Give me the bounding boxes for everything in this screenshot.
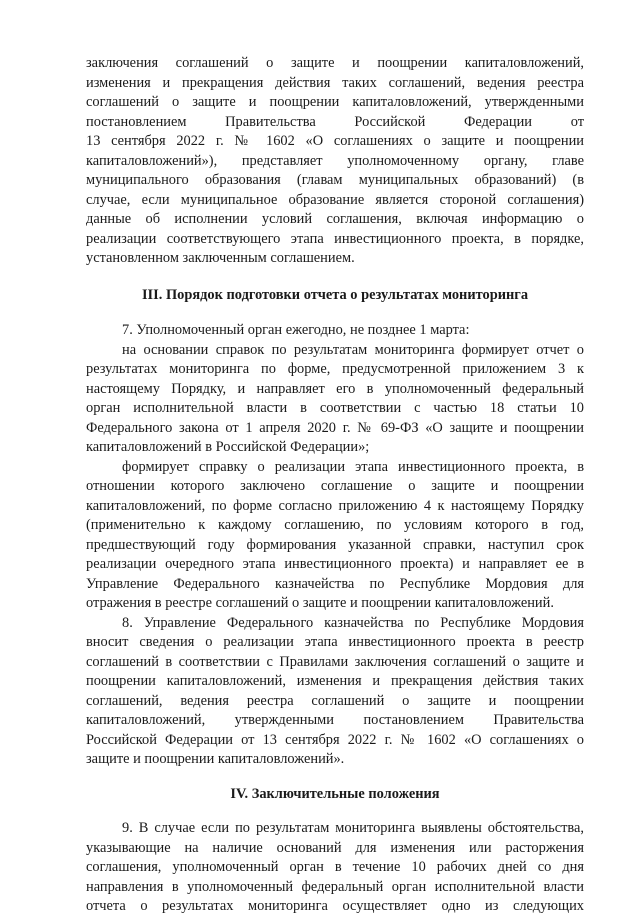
text-line: установленном заключенным соглашением. xyxy=(86,250,355,266)
text-line: случае, если муниципальное образование является стороной соглашения) xyxy=(86,191,584,208)
section-iv-body xyxy=(86,819,584,917)
section-heading-iii: III. Порядок подготовки отчета о результатах мониторинга xyxy=(141,286,529,303)
text-line: 13 сентября 2022 г. № 1602 «О соглашениях о защите и поощрении xyxy=(86,133,584,149)
text-line: орган исполнительной власти в соответствии с частью 18 статьи 10 xyxy=(86,400,584,416)
text-line: капиталовложений в Российской Федерации»; xyxy=(86,439,370,455)
text-line: отношении которого заключено соглашение о защите и поощрении xyxy=(86,478,584,494)
text-line: отражения в реестре соглашений о защите и поощрении капиталовложений. xyxy=(86,595,554,611)
text-line: реализации соответствующего этапа инвестиционного проекта, в порядке, xyxy=(86,230,584,247)
text-line: соглашений о защите и поощрении капиталовложений, утвержденными xyxy=(86,94,584,110)
text-line: результатах мониторинга по форме, предусмотренной приложением 3 к xyxy=(86,361,584,377)
text-line: Федерального закона от 1 апреля 2020 г. № 69-ФЗ «О защите и поощрении xyxy=(86,419,584,436)
paragraph-continuation xyxy=(86,54,584,269)
text-line: защите и поощрении капиталовложений». xyxy=(86,751,345,767)
text-line: изменения и прекращения действия таких соглашений, ведения реестра xyxy=(86,74,584,91)
text-line: 7. Уполномоченный орган ежегодно, не позднее 1 марта: xyxy=(122,322,470,338)
section-iii-body xyxy=(86,321,584,770)
text-line: отчета о результатах мониторинга осуществляет одно из следующих xyxy=(86,898,584,914)
text-line: реализации очередного этапа инвестиционного проекта) и направляет ее в xyxy=(86,556,584,572)
text-line: соглашения, уполномоченный орган в течение 10 рабочих дней со дня xyxy=(86,859,584,875)
text-line: Управление Федерального казначейства по Республике Мордовия для xyxy=(86,575,584,592)
text-line: вносит сведения о реализации этапа инвестиционного проекта в реестр xyxy=(86,634,584,650)
text-line: предшествующий году формирования указанной справки, наступил срок xyxy=(86,536,584,553)
text-line: формирует справку о реализации этапа инвестиционного проекта, в xyxy=(122,458,584,475)
text-line: указывающие на наличие оснований для изменения или расторжения xyxy=(86,839,584,856)
text-line: муниципального образования (главам муниципальных образований) (в xyxy=(86,172,584,188)
text-line: заключения соглашений о защите и поощрении капиталовложений, xyxy=(86,55,584,71)
text-line: настоящему Порядку, и направляет его в уполномоченный федеральный xyxy=(86,380,584,397)
text-line: капиталовложений, утвержденными постановлением Правительства xyxy=(86,712,584,728)
section-heading-iv: IV. Заключительные положения xyxy=(230,785,440,802)
text-line: постановлением Правительства Российской Федерации от xyxy=(86,113,584,130)
text-line: капиталовложений, по форме согласно приложению 4 к настоящему Порядку xyxy=(86,497,584,514)
text-line: соглашений в соответствии с Правилами заключения соглашений о защите и xyxy=(86,653,584,670)
text-line: (применительно к каждому соглашению, по условиям которого в год, xyxy=(86,517,584,533)
text-line: на основании справок по результатам мониторинга формирует отчет о xyxy=(122,341,584,358)
text-line: направления в уполномоченный федеральный орган исполнительной власти xyxy=(86,878,584,895)
document-page xyxy=(86,54,584,917)
text-line: поощрении капиталовложений, изменения и прекращения действия таких xyxy=(86,673,584,689)
text-line: 8. Управление Федерального казначейства по Республике Мордовия xyxy=(122,614,584,631)
text-line: данные об исполнении условий соглашения, включая информацию о xyxy=(86,211,584,227)
text-line: Российской Федерации от 13 сентября 2022 г. № 1602 «О соглашениях о xyxy=(86,731,584,748)
text-line: 9. В случае если по результатам мониторинга выявлены обстоятельства, xyxy=(122,820,584,836)
text-line: соглашений, ведения реестра соглашений о защите и поощрении xyxy=(86,692,584,709)
text-line: капиталовложений»), представляет уполномоченному органу, главе xyxy=(86,152,584,169)
